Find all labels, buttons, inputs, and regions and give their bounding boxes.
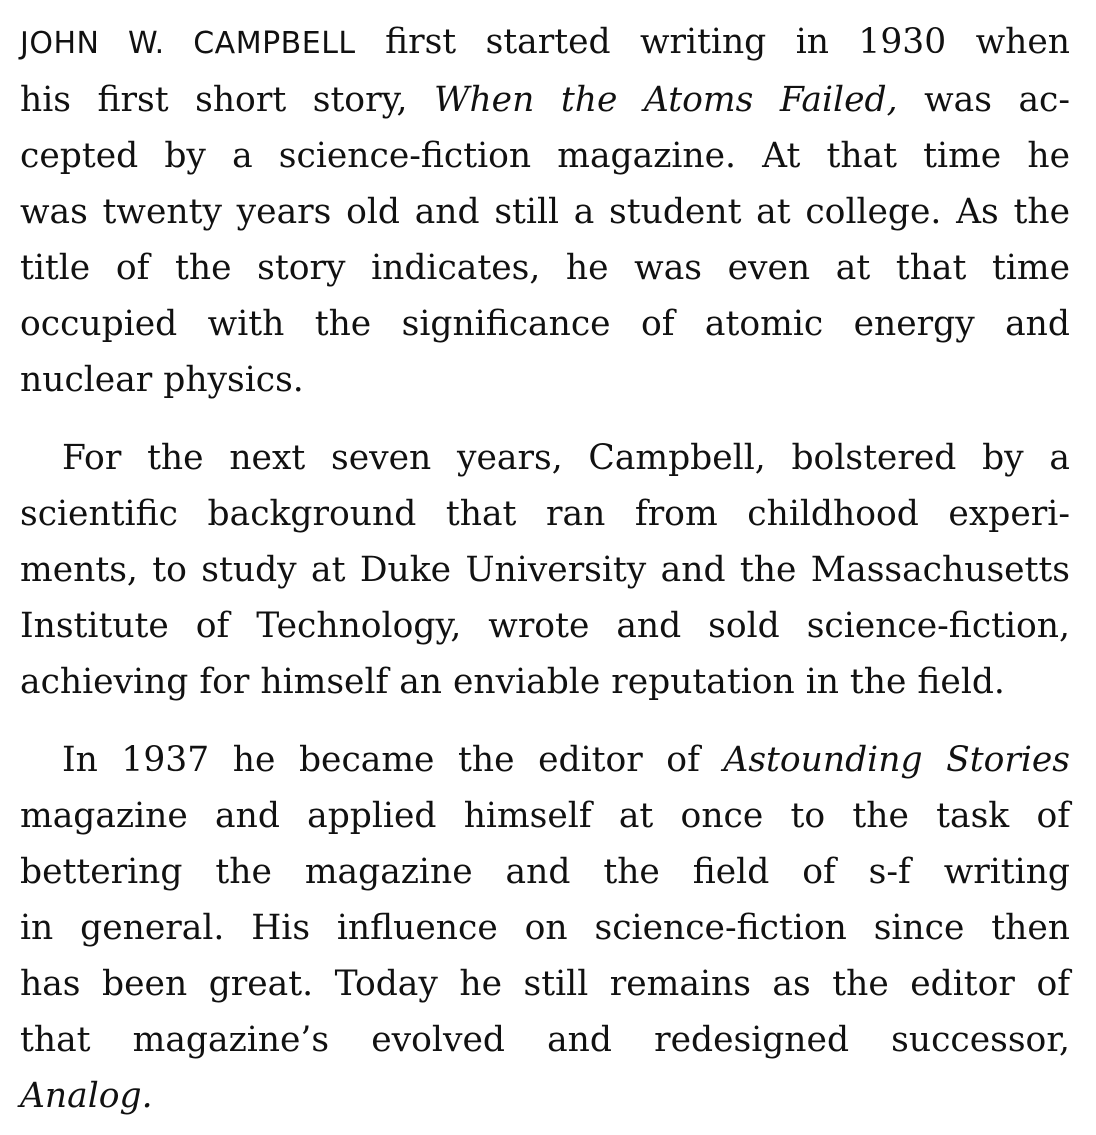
text-run: In 1937 he became the editor of	[62, 740, 724, 780]
text-line	[20, 128, 1070, 184]
text-line	[20, 240, 1070, 296]
text-line	[20, 542, 1070, 598]
text-line	[20, 486, 1070, 542]
text-line	[20, 352, 1070, 408]
text-run: scientific background that ran from childhood experi-	[20, 494, 1070, 534]
text-run: Institute of Technology, wrote and sold science-fiction,	[20, 606, 1070, 646]
text-run: ments, to study at Duke University and the Massachusetts	[20, 550, 1070, 590]
text-line	[20, 844, 1070, 900]
text-line	[20, 430, 1070, 486]
paragraph-2	[20, 430, 1070, 710]
italic-title: When the Atoms Failed,	[434, 80, 898, 120]
text-run: has been great. Today he still remains as the editor of	[20, 964, 1070, 1004]
text-line	[20, 1068, 1070, 1124]
author-name: JOHN W. CAMPBELL	[20, 26, 356, 61]
text-run: nuclear physics.	[20, 360, 304, 400]
paragraph-3	[20, 732, 1070, 1124]
text-line	[20, 14, 1070, 72]
text-line	[20, 956, 1070, 1012]
text-line	[20, 184, 1070, 240]
text-line	[20, 598, 1070, 654]
text-run: in general. His influence on science-fiction since then	[20, 908, 1070, 948]
text-run: achieving for himself an enviable reputation in the field.	[20, 662, 1005, 702]
text-run: bettering the magazine and the field of s-f writing	[20, 852, 1070, 892]
text-run: title of the story indicates, he was even at that time	[20, 248, 1070, 288]
paragraph-1	[20, 14, 1070, 408]
text-run: that magazine’s evolved and redesigned successor,	[20, 1020, 1070, 1060]
text-run: was ac-	[897, 80, 1071, 120]
text-line	[20, 72, 1070, 128]
text-run: cepted by a science-fiction magazine. At that time he	[20, 136, 1070, 176]
text-line	[20, 732, 1070, 788]
italic-title: Astounding Stories	[723, 740, 1070, 780]
text-line	[20, 788, 1070, 844]
text-run: was twenty years old and still a student at college. As the	[20, 192, 1070, 232]
text-line	[20, 296, 1070, 352]
document-body	[20, 14, 1070, 1124]
text-run: magazine and applied himself at once to the task of	[20, 796, 1070, 836]
text-run: first started writing in 1930 when	[355, 22, 1070, 62]
text-line	[20, 654, 1070, 710]
text-line	[20, 900, 1070, 956]
text-line	[20, 1012, 1070, 1068]
text-run: occupied with the significance of atomic energy and	[20, 304, 1070, 344]
text-run: For the next seven years, Campbell, bolstered by a	[62, 438, 1070, 478]
italic-title: Analog.	[20, 1076, 153, 1116]
text-run: his first short story,	[20, 80, 434, 120]
